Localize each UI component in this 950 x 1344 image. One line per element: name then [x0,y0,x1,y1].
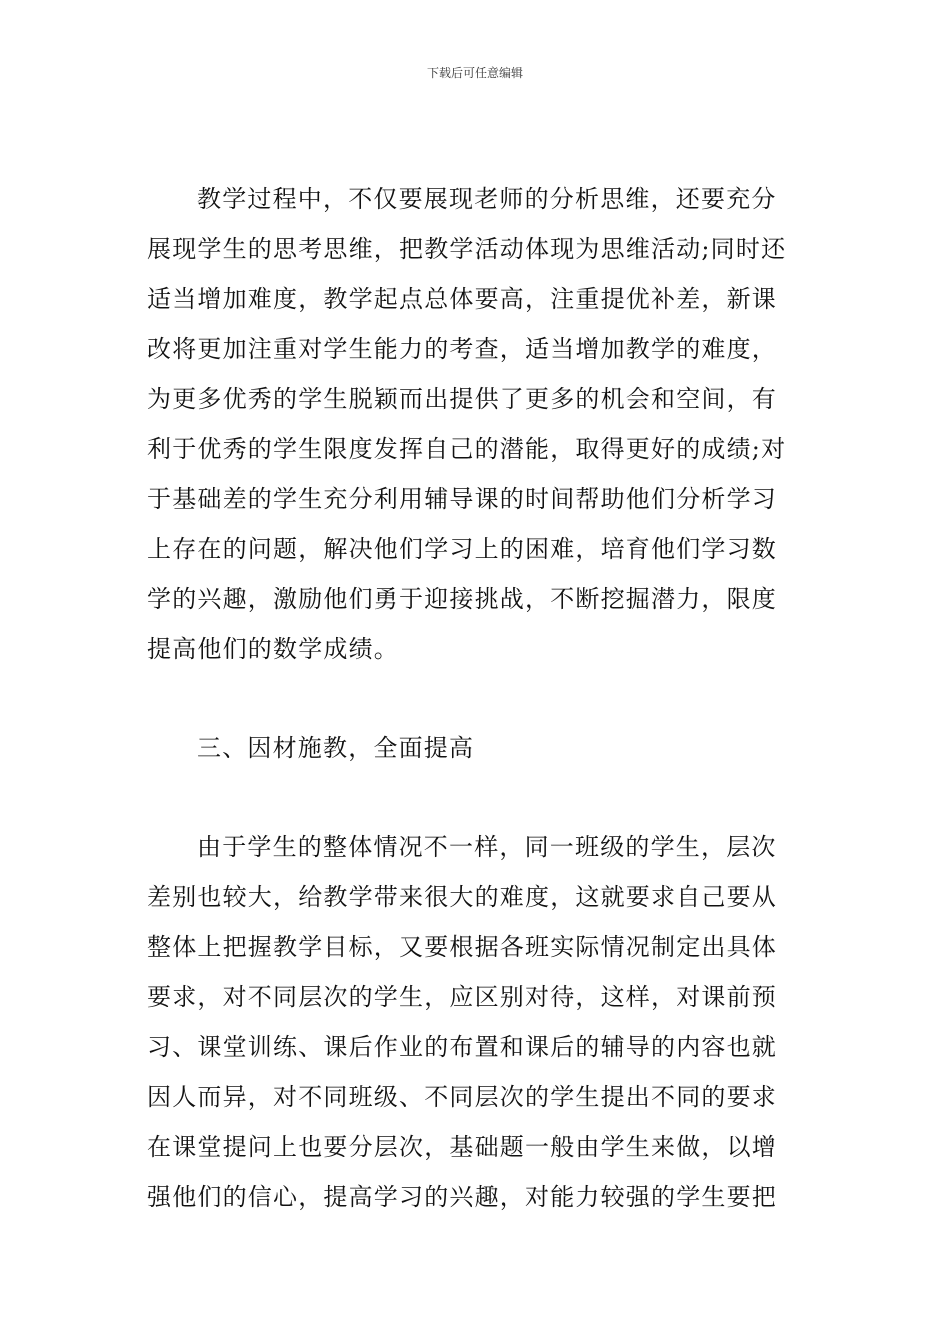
section-heading [147,723,807,773]
paragraph-line: 强他们的信心，提高学习的兴趣，对能力较强的学生要把 [147,1183,777,1211]
paragraph-line: 要求，对不同层次的学生，应区别对待，这样，对课前预 [147,983,777,1011]
paragraph-differentiated-teaching [147,822,807,1222]
paragraph-line: 上存在的问题，解决他们学习上的困难，培育他们学习数 [147,535,777,563]
paragraph-line: 由于学生的整体情况不一样，同一班级的学生，层次 [197,833,777,861]
page-header: 下载后可任意编辑 [426,66,523,80]
paragraph-line: 为更多优秀的学生脱颖而出提供了更多的机会和空间，有 [147,385,777,413]
paragraph-line: 提高他们的数学成绩。 [147,635,399,663]
paragraph-teaching-process [147,174,807,674]
paragraph-line: 在课堂提问上也要分层次，基础题一般由学生来做，以增 [147,1133,777,1161]
paragraph-line: 学的兴趣，激励他们勇于迎接挑战，不断挖掘潜力，限度 [147,585,777,613]
paragraph-line: 整体上把握教学目标，又要根据各班实际情况制定出具体 [147,933,777,961]
paragraph-line: 利于优秀的学生限度发挥自己的潜能，取得更好的成绩;对 [147,435,787,463]
paragraph-line: 于基础差的学生充分利用辅导课的时间帮助他们分析学习 [147,485,777,513]
paragraph-line: 适当增加难度，教学起点总体要高，注重提优补差，新课 [147,285,777,313]
paragraph-line: 改将更加注重对学生能力的考查，适当增加教学的难度， [147,335,777,363]
paragraph-line: 教学过程中，不仅要展现老师的分析思维，还要充分 [197,185,777,213]
paragraph-line: 因人而异，对不同班级、不同层次的学生提出不同的要求 [147,1083,777,1111]
paragraph-line: 展现学生的思考思维，把教学活动体现为思维活动;同时还 [147,235,787,263]
paragraph-line: 差别也较大，给教学带来很大的难度，这就要求自己要从 [147,883,777,911]
paragraph-line: 习、课堂训练、课后作业的布置和课后的辅导的内容也就 [147,1033,777,1061]
section-heading-text: 三、因材施教，全面提高 [197,734,475,762]
